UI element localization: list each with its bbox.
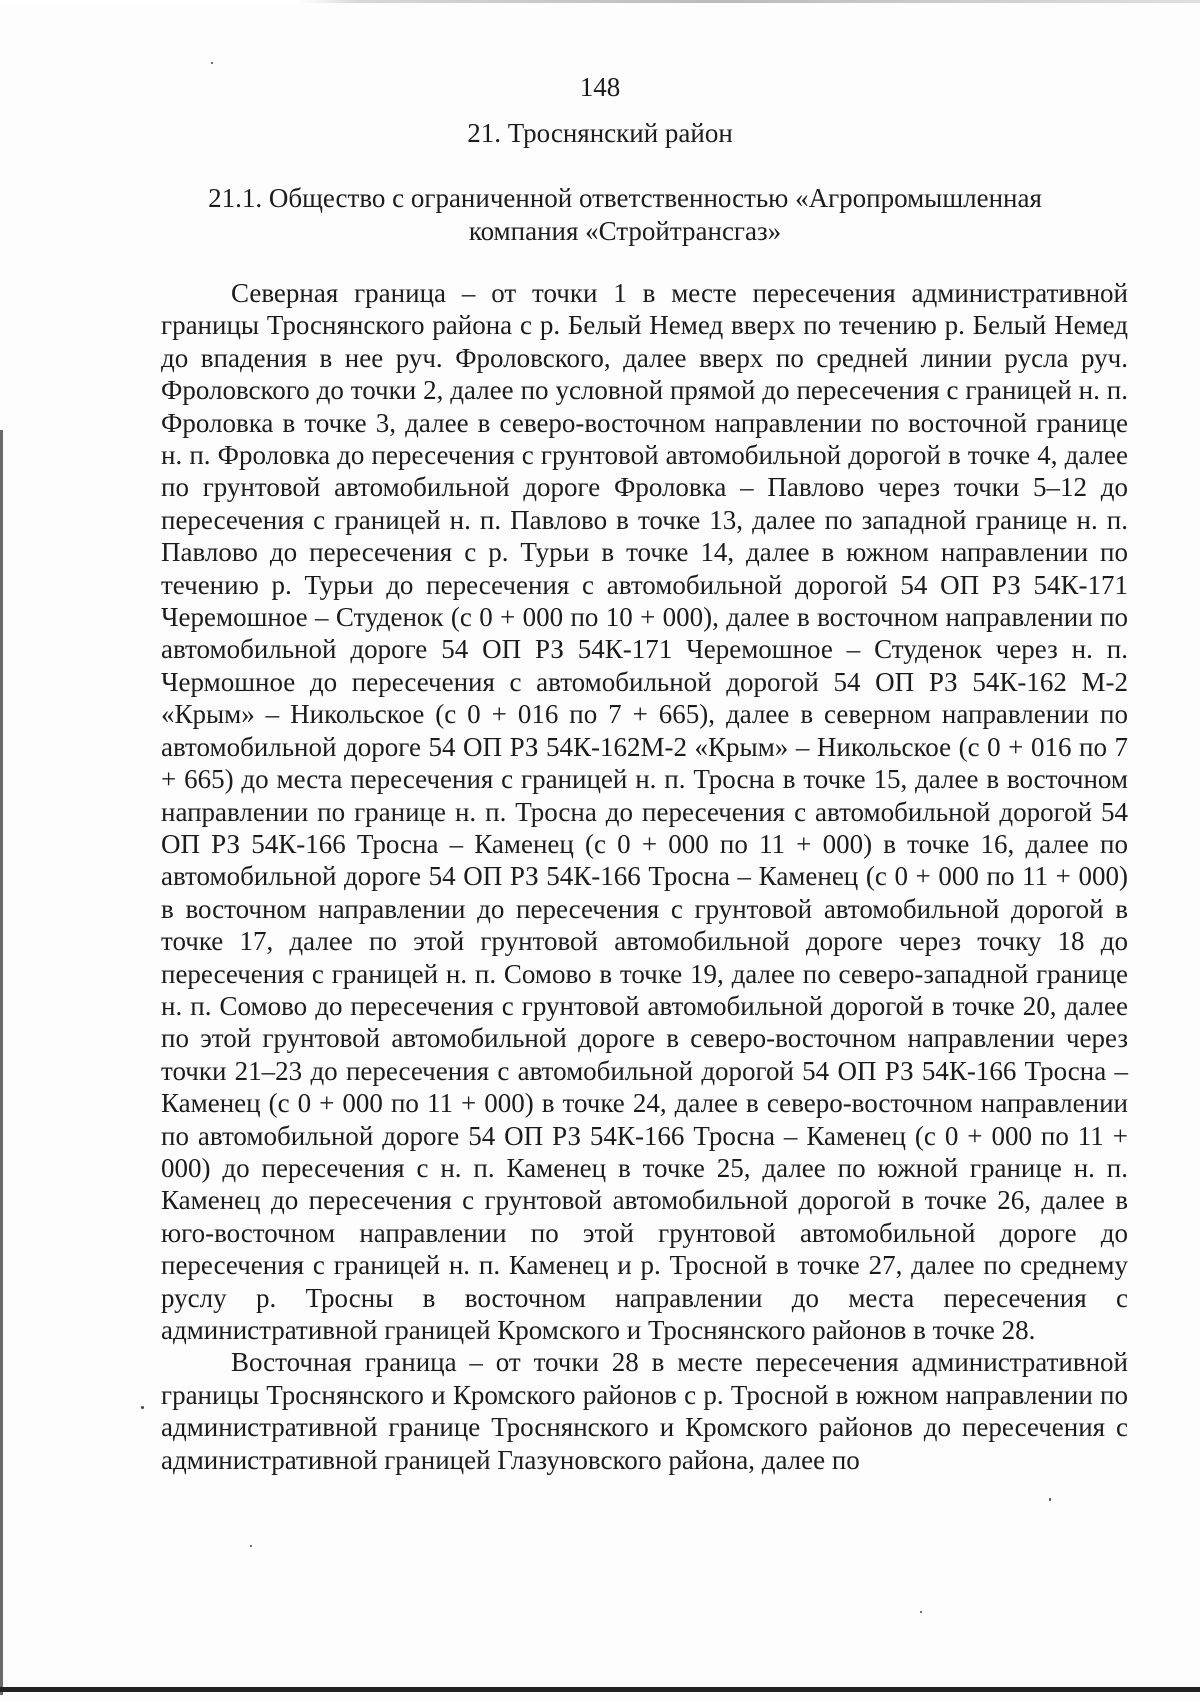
scan-speck bbox=[250, 1545, 252, 1547]
scan-speck bbox=[920, 1611, 922, 1613]
scan-edge-bottom bbox=[0, 1687, 1200, 1692]
scan-speck bbox=[211, 62, 213, 64]
paragraph-northern-boundary: Северная граница – от точки 1 в месте пересечения административной границы Троснянского района с р. Белый Немед вверх по течению р. Белый Немед до впадения в нее руч. Фроловского, далее вверх по средней линии русла руч. Фроловского до точки 2, далее по условной прямой до пересечения с границей н. п. Фроловка в точке 3, далее в северо-восточном направлении по восточной границе н. п. Фроловка до пересечения с грунтовой автомобильной дорогой в точке 4, далее по грунтовой автомобильной дороге Фроловка – Павлово через точки 5–12 до пересечения с границей н. п. Павлово в точке 13, далее по западной границе н. п. Павлово до пересечения с р. Турьи в точке 14, далее в южном направлении по течению р. Турьи до пересечения с автомобильной дорогой 54 ОП РЗ 54К-171 Черемошное – Студенок (с 0 + 000 по 10 + 000), далее в восточном направлении по автомобильной дороге 54 ОП РЗ 54К-171 Черемошное – Студенок через н. п. Чермошное до пересечения с автомобильной дорогой 54 ОП РЗ 54К-162 М-2 «Крым» – Никольское (с 0 + 016 по 7 + 665), далее в северном направлении по автомобильной дороге 54 ОП РЗ 54К-162М-2 «Крым» – Никольское (с 0 + 016 по 7 + 665) до места пересечения с границей н. п. Тросна в точке 15, далее в восточном направлении по границе н. п. Тросна до пересечения с автомобильной дорогой 54 ОП РЗ 54К-166 Тросна – Каменец (с 0 + 000 по 11 + 000) в точке 16, далее по автомобильной дороге 54 ОП РЗ 54К-166 Тросна – Каменец (с 0 + 000 по 11 + 000) в восточном направлении до пересечения с грунтовой автомобильной дорогой в точке 17, далее по этой грунтовой автомобильной дороге через точку 18 до пересечения с границей н. п. Сомово в точке 19, далее по северо-западной границе н. п. Сомово до пересечения с грунтовой автомобильной дорогой в точке 20, далее по этой грунтовой автомобильной дороге в северо-восточном направлении через точки 21–23 до пересечения с автомобильной дорогой 54 ОП РЗ 54К-166 Тросна – Каменец (с 0 + 000 по 11 + 000) в точке 24, далее в северо-восточном направлении по автомобильной дороге 54 ОП РЗ 54К-166 Тросна – Каменец (с 0 + 000 по 11 + 000) до пересечения с н. п. Каменец в точке 25, далее по южной границе н. п. Каменец до пересечения с грунтовой автомобильной дорогой в точке 26, далее в юго-восточном направлении по этой грунтовой автомобильной дороге до пересечения с границей н. п. Каменец и р. Тросной в точке 27, далее по среднему руслу р. Тросны в восточном направлении до места пересечения с административной границей Кромского и Троснянского районов в точке 28. bbox=[161, 278, 1128, 1345]
section-title: 21. Троснянский район bbox=[467, 118, 733, 148]
paragraph-eastern-boundary: Восточная граница – от точки 28 в месте пересечения административной границы Троснянского и Кромского районов с р. Тросной в южном направлении по административной границе Троснянского и Кромского районов до пересечения с административной границей Глазуновского района, далее по bbox=[161, 1347, 1128, 1475]
body-text bbox=[161, 277, 1128, 1476]
page-number: 148 bbox=[579, 72, 621, 102]
scan-speck bbox=[141, 1406, 144, 1409]
scan-edge-left bbox=[0, 430, 3, 1695]
subsection-title: 21.1. Общество с ограниченной ответственностью «Агропромышленная компания «Стройтрансгаз» bbox=[208, 183, 1042, 246]
scan-speck bbox=[1049, 1498, 1051, 1501]
scan-edge-top bbox=[0, 0, 1200, 3]
